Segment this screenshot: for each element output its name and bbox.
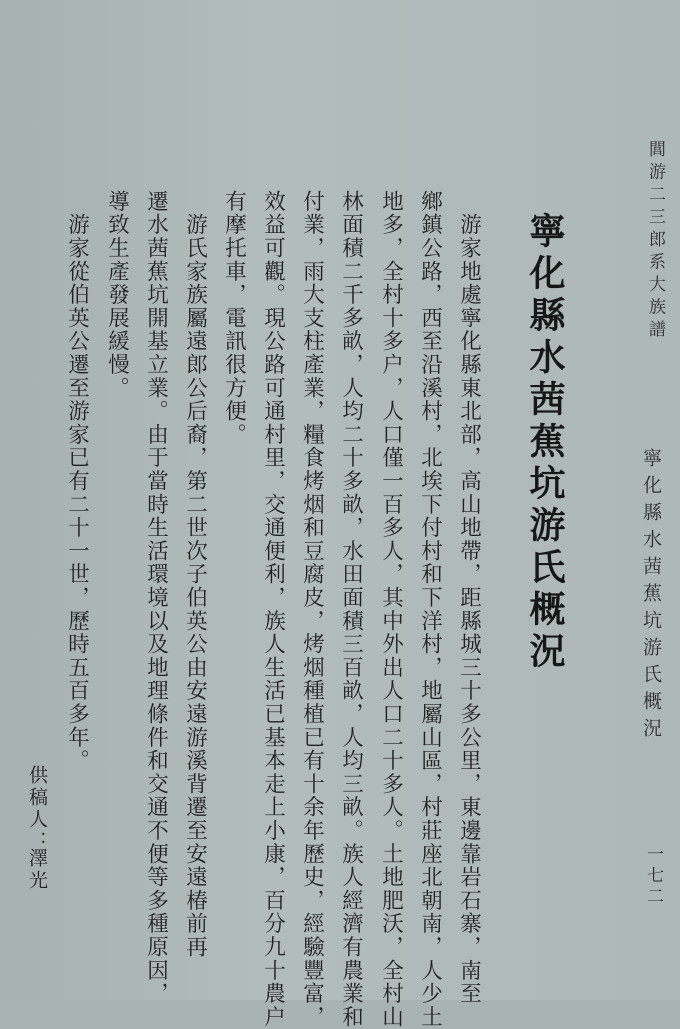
page-number: 一七二 [643, 845, 663, 908]
body-line-8: 游氏家族屬遠郎公后裔，第二世次子伯英公由安遠游溪背遷至安遠椿前再 [182, 190, 208, 959]
body-line-5: 付業，雨大支柱產業，糧食烤烟和豆腐皮，烤烟種植已有十余年歷史，經驗豐富， [299, 190, 325, 1029]
body-line-2: 鄉鎮公路，西至沿溪村，北埃下付村和下洋村，地屬山區，村莊座北朝南，人少土 [417, 190, 443, 1029]
body-line-6: 效益可觀。現公路可通村里，交通便利，族人生活已基本走上小康，百分九十農户 [260, 190, 286, 1029]
section-label: 寧化縣水茜蕉坑游氏概況 [640, 448, 662, 745]
book-title-header: 閭游二三郎系大族譜 [645, 140, 665, 343]
contributor-label: 供稿人： [26, 765, 48, 853]
body-line-7: 有摩托車，電訊很方便。 [221, 190, 247, 447]
body-line-3: 地多，全村十多户，人口僅一百多人，其中外出人口二十多人。土地肥沃，全村山 [378, 190, 404, 1029]
article-title: 寧化縣水茜蕉坑游氏概況 [524, 212, 566, 674]
body-line-11: 游家從伯英公遷至游家已有二十一世，歷時五百多年。 [64, 190, 90, 773]
body-line-9: 遷水茜蕉坑開基立業。由于當時生活環境以及地理條件和交通不便等多種原因， [143, 190, 169, 1006]
body-line-10: 導致生產發展緩慢。 [104, 190, 130, 400]
body-line-4: 林面積二千多畝，人均二十多畝，水田面積三百畝，人均三畝。族人經濟有農業和 [338, 190, 364, 1029]
contributor-name: 澤光 [26, 848, 48, 892]
body-line-1: 游家地處寧化縣東北部，高山地帶，距縣城三十多公里，東邊靠岩石寨，南至 [456, 190, 482, 1006]
